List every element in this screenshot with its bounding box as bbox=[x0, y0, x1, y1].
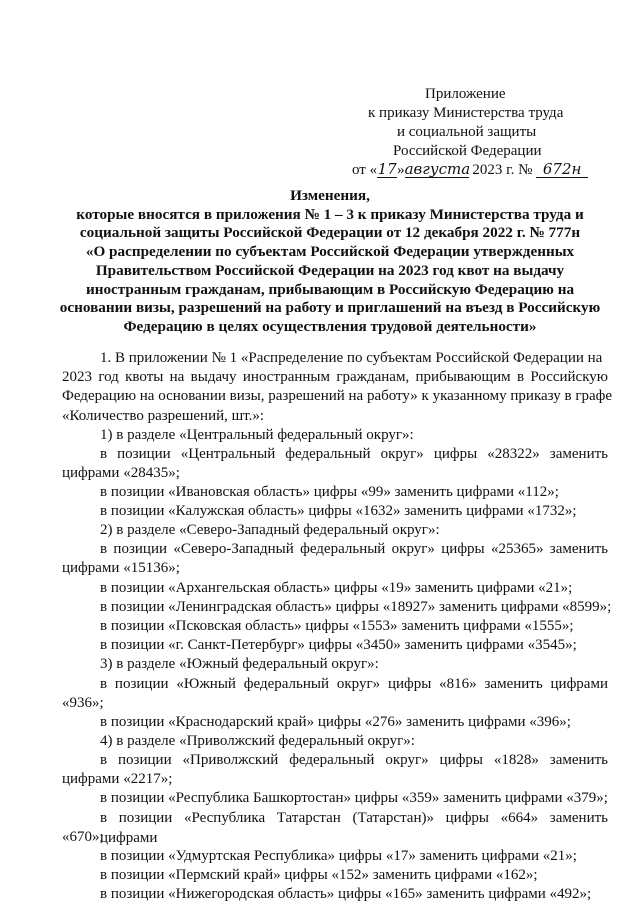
title-line: которые вносятся в приложения № 1 – 3 к приказу Министерства труда и bbox=[76, 205, 584, 223]
appendix-line-3: и социальной защиты bbox=[397, 124, 537, 140]
handwritten-day: 17 bbox=[377, 160, 397, 178]
body-line: «670»; bbox=[62, 829, 104, 845]
body-line: в позиции «Республика Башкортостан» цифры «359» заменить цифрами «379»; bbox=[100, 790, 608, 806]
body-line: цифрами «15136»; bbox=[62, 560, 180, 576]
title-line: «О распределении по субъектам Российской Федерации утвержденных bbox=[85, 243, 575, 261]
body-line: 4) в разделе «Приволжский федеральный округ»: bbox=[100, 733, 415, 749]
title-line: социальной защиты Российской Федерации от 12 декабря 2022 г. № 777н bbox=[79, 224, 581, 242]
body-line: Федерацию на основании визы, разрешений на работу» к указанному приказу в графе bbox=[62, 388, 613, 404]
body-line: в позиции «г. Санкт-Петербург» цифры «3450» заменить цифрами «3545»; bbox=[100, 637, 577, 653]
body-line: в позиции «Краснодарский край» цифры «276» заменить цифрами «396»; bbox=[100, 714, 571, 730]
body-line: в позиции «Пермский край» цифры «152» заменить цифрами «162»; bbox=[100, 867, 538, 883]
body-line: 2) в разделе «Северо-Западный федеральный округ»: bbox=[100, 522, 440, 538]
date-year-text: 2023 г. № bbox=[472, 162, 533, 178]
appendix-date-line bbox=[352, 160, 588, 180]
body-line: в позиции «Псковская область» цифры «1553» заменить цифрами «1555»; bbox=[100, 618, 574, 634]
body-line: «Количество разрешений, шт.»: bbox=[62, 408, 265, 424]
handwritten-month: августа bbox=[404, 160, 471, 178]
body-line: в позиции «Приволжский федеральный округ» цифры «1828» заменить bbox=[100, 752, 608, 768]
body-line: в позиции «Ивановская область» цифры «99» заменить цифрами «112»; bbox=[100, 484, 559, 500]
body-line: в позиции «Калужская область» цифры «1632» заменить цифрами «1732»; bbox=[100, 503, 577, 519]
body-line: «936»; bbox=[62, 695, 104, 711]
handwritten-order-number: 672н bbox=[536, 161, 588, 178]
body-line: в позиции «Северо-Западный федеральный округ» цифры «25365» заменить bbox=[100, 541, 608, 557]
body-line: цифрами «28435»; bbox=[62, 465, 180, 481]
body-line: в позиции «Архангельская область» цифры «19» заменить цифрами «21»; bbox=[100, 580, 573, 596]
body-line: 3) в разделе «Южный федеральный округ»: bbox=[100, 656, 379, 672]
body-line: в позиции «Южный федеральный округ» цифры «816» заменить цифрами bbox=[100, 676, 608, 692]
body-line: цифрами «2217»; bbox=[62, 771, 173, 787]
body-line: в позиции «Центральный федеральный округ» цифры «28322» заменить bbox=[100, 446, 608, 462]
body-line: в позиции «Нижегородская область» цифры «165» заменить цифрами «492»; bbox=[100, 886, 592, 902]
body-line: в позиции «Республика Татарстан (Татарстан)» цифры «664» заменить цифрами bbox=[100, 810, 608, 846]
body-line: в позиции «Удмуртская Республика» цифры «17» заменить цифрами «21»; bbox=[100, 848, 577, 864]
body-line: 1) в разделе «Центральный федеральный округ»: bbox=[100, 427, 414, 443]
title-line: Федерацию в целях осуществления трудовой деятельности» bbox=[123, 317, 537, 335]
appendix-line-1: Приложение bbox=[425, 86, 506, 102]
title-line: Изменения, bbox=[290, 187, 370, 204]
title-line: основании визы, разрешений на работу и приглашений на въезд в Российскую bbox=[59, 299, 601, 317]
body-line: в позиции «Ленинградская область» цифры «18927» заменить цифрами «8599»; bbox=[100, 599, 612, 615]
body-line: 1. В приложении № 1 «Распределение по субъектам Российской Федерации на bbox=[100, 350, 603, 366]
body-line: 2023 год квоты на выдачу иностранным гражданам, прибывающим в Российскую bbox=[62, 369, 608, 385]
document-title bbox=[40, 187, 620, 337]
title-line: Правительством Российской Федерации на 2023 год квот на выдачу bbox=[95, 261, 565, 279]
appendix-line-4: Российской Федерации bbox=[393, 143, 542, 159]
title-line: иностранным гражданам, прибывающим в Российскую Федерацию на bbox=[85, 280, 575, 298]
date-prefix: от « bbox=[352, 162, 378, 178]
appendix-line-2: к приказу Министерства труда bbox=[368, 105, 564, 121]
date-mid: » bbox=[397, 162, 405, 178]
